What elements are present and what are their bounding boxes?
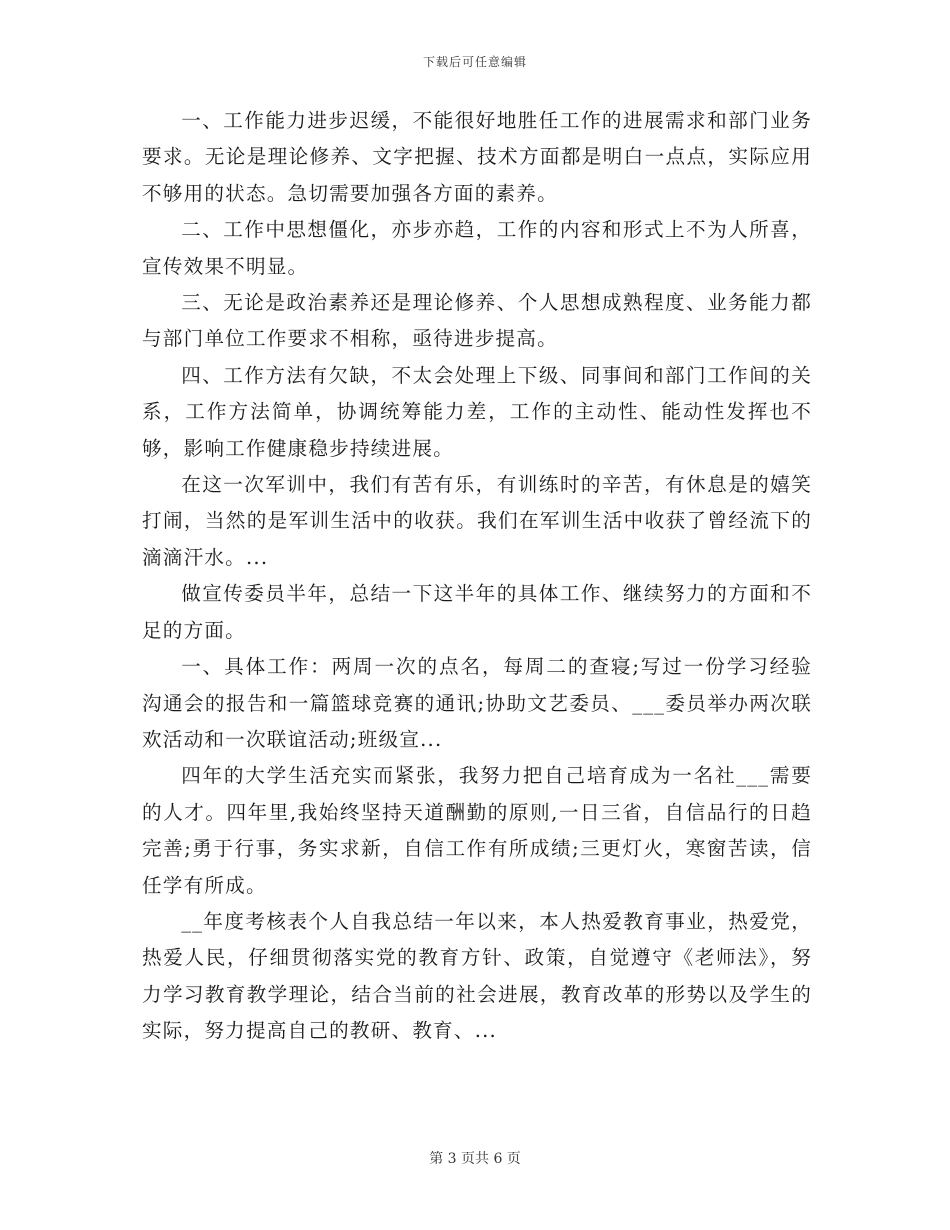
paragraph: 一、具体工作：两周一次的点名，每周二的查寝;写过一份学习经验沟通会的报告和一篇篮球竞赛的通讯;协助文艺委员、___委员举办两次联欢活动和一次联谊活动;班级宣... [142,655,812,751]
page-header: 下载后可任意编辑 [422,55,527,69]
paragraph: 四、工作方法有欠缺，不太会处理上下级、同事间和部门工作间的关系，工作方法简单，协调统筹能力差，工作的主动性、能动性发挥也不够，影响工作健康稳步持续进展。 [142,363,812,460]
document-body [142,103,812,1050]
paragraph: 四年的大学生活充实而紧张，我努力把自己培育成为一名社___需要的人才。四年里,我始终坚持天道酬勤的原则,一日三省，自信品行的日趋完善;勇于行事，务实求新，自信工作有所成绩;三更灯火，寒窗苦读，信任学有所成。 [142,764,812,897]
paragraph: 在这一次军训中，我们有苦有乐，有训练时的辛苦，有休息是的嬉笑打闹，当然的是军训生活中的收获。我们在军训生活中收获了曾经流下的滴滴汗水。... [142,473,812,569]
paragraph: 二、工作中思想僵化，亦步亦趋，工作的内容和形式上不为人所喜，宣传效果不明显。 [142,218,812,278]
page-number-footer: 第 3 页共 6 页 [429,1151,521,1167]
paragraph: 做宣传委员半年，总结一下这半年的具体工作、继续努力的方面和不足的方面。 [142,582,812,642]
paragraph: 一、工作能力进步迟缓，不能很好地胜任工作的进展需求和部门业务要求。无论是理论修养、文字把握、技术方面都是明白一点点，实际应用不够用的状态。急切需要加强各方面的素养。 [142,109,812,205]
paragraph: __年度考核表个人自我总结一年以来，本人热爱教育事业，热爱党，热爱人民，仔细贯彻落实党的教育方针、政策，自觉遵守《老师法》，努力学习教育教学理论，结合当前的社会进展，教育改革的形势以及学生的实际，努力提高自己的教研、教育、... [142,909,812,1043]
paragraph: 三、无论是政治素养还是理论修养、个人思想成熟程度、业务能力都与部门单位工作要求不相称，亟待进步提高。 [142,291,812,351]
